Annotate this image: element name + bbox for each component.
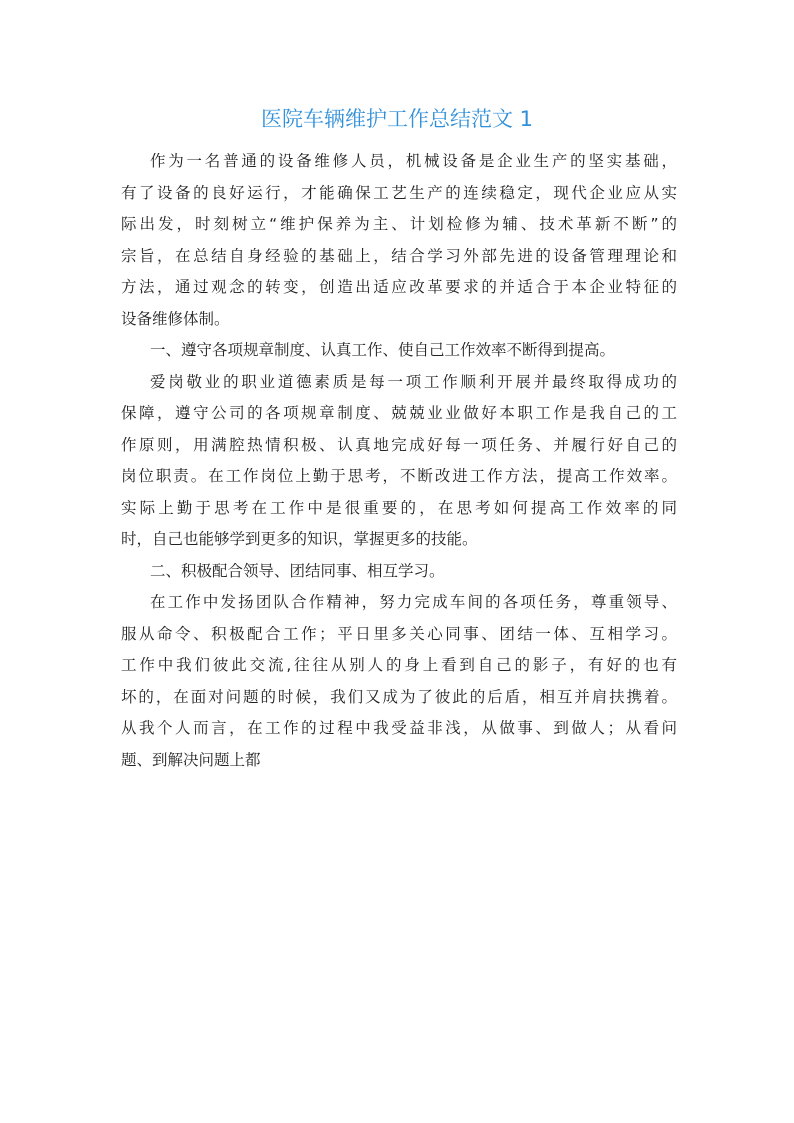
body-line: 保障，遵守公司的各项规章制度、兢兢业业做好本职工作是我自己的工 [121, 404, 677, 422]
body-line: 服从命令、积极配合工作；平日里多关心同事、团结一体、互相学习。 [121, 624, 677, 643]
body-line: 从我个人而言，在工作的过程中我受益非浅，从做事、到做人；从看问 [121, 719, 677, 737]
body-line: 作为一名普通的设备维修人员，机械设备是企业生产的坚实基础， [150, 152, 677, 170]
section-heading-2: 二、积极配合领导、团结同事、相互学习。 [150, 561, 445, 580]
body-line: 有了设备的良好运行，才能确保工艺生产的连续稳定，现代企业应从实 [121, 183, 677, 202]
body-line: 工作中我们彼此交流,往往从别人的身上看到自己的影子，有好的也有 [121, 656, 677, 674]
body-line: 作原则，用满腔热情积极、认真地完成好每一项任务、并履行好自己的 [121, 435, 677, 454]
body-line: 在工作中发扬团队合作精神，努力完成车间的各项任务，尊重领导、 [150, 593, 677, 611]
body-line: 实际上勤于思考在工作中是很重要的，在思考如何提高工作效率的同 [121, 498, 677, 517]
section-heading-1: 一、遵守各项规章制度、认真工作、使自己工作效率不断得到提高。 [150, 341, 616, 359]
body-line: 宗旨，在总结自身经验的基础上，结合学习外部先进的设备管理理论和 [121, 246, 677, 265]
body-line: 时，自己也能够学到更多的知识，掌握更多的技能。 [121, 530, 478, 548]
body-line: 方法，通过观念的转变，创造出适应改革要求的并适合于本企业特征的 [121, 278, 677, 296]
body-line: 际出发，时刻树立“维护保养为主、计划检修为辅、技术革新不断”的 [121, 215, 677, 233]
body-line: 设备维修体制。 [121, 309, 230, 328]
body-line: 爱岗敬业的职业道德素质是每一项工作顺利开展并最终取得成功的 [150, 372, 677, 391]
body-line: 坏的，在面对问题的时候，我们又成为了彼此的后盾，相互并肩扶携着。 [121, 687, 677, 706]
document-title: 医院车辆维护工作总结范文 1 [260, 107, 534, 131]
document-body [121, 146, 677, 776]
body-line: 岗位职责。在工作岗位上勤于思考，不断改进工作方法，提高工作效率。 [121, 467, 677, 485]
body-line: 题、到解决问题上都 [121, 750, 261, 769]
